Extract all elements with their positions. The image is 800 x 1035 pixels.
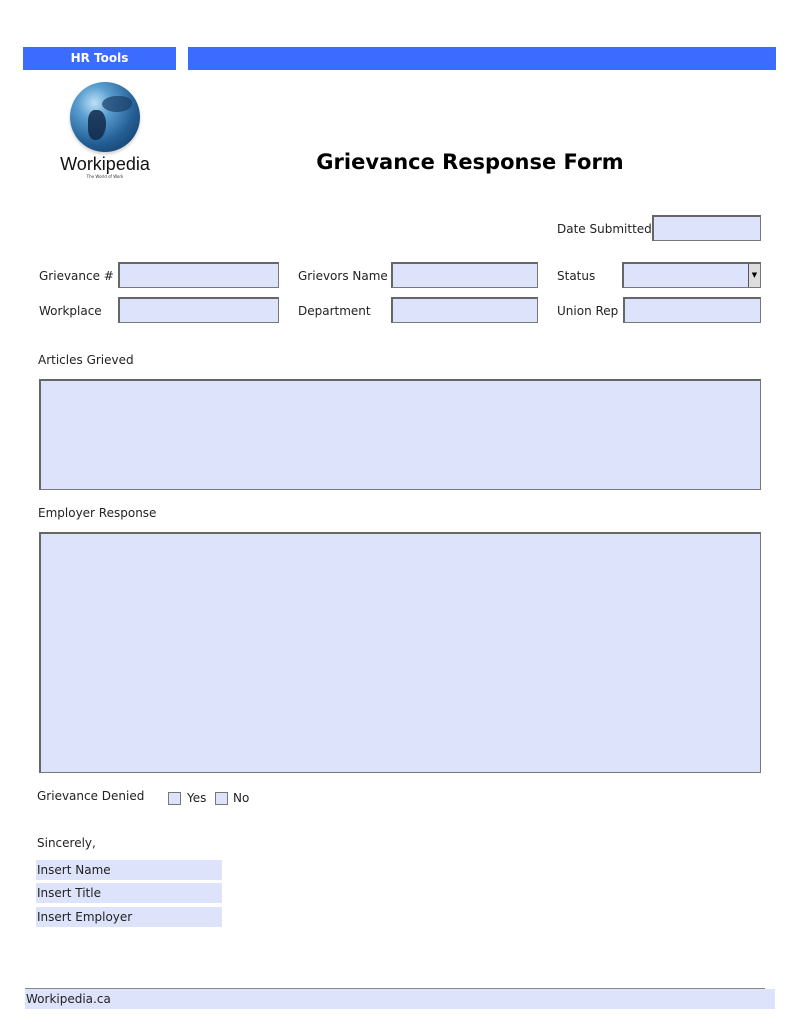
articles-grieved-label: Articles Grieved: [38, 353, 134, 367]
articles-grieved-textarea[interactable]: [39, 379, 761, 490]
workplace-label: Workplace: [39, 304, 102, 318]
employer-response-textarea[interactable]: [39, 532, 761, 773]
logo-name: Workipedia: [60, 154, 150, 174]
grievance-denied-label: Grievance Denied: [37, 789, 145, 803]
signature-title-field[interactable]: Insert Title: [36, 883, 222, 903]
department-label: Department: [298, 304, 371, 318]
grievance-number-label: Grievance #: [39, 269, 114, 283]
hr-tools-banner: HR Tools: [23, 47, 176, 70]
employer-response-label: Employer Response: [38, 506, 157, 520]
grievors-name-label: Grievors Name: [298, 269, 388, 283]
status-select[interactable]: [622, 262, 761, 288]
page-title: Grievance Response Form: [316, 150, 624, 174]
closing-text: Sincerely,: [37, 836, 96, 850]
globe-icon: [70, 82, 140, 152]
grievance-denied-no-checkbox[interactable]: [215, 792, 228, 805]
signature-name-field[interactable]: Insert Name: [36, 860, 222, 880]
union-rep-label: Union Rep: [557, 304, 619, 318]
union-rep-field[interactable]: [623, 297, 761, 323]
department-field[interactable]: [391, 297, 538, 323]
signature-employer-field[interactable]: Insert Employer: [36, 907, 222, 927]
workplace-field[interactable]: [118, 297, 279, 323]
header-bar: [188, 47, 776, 70]
footer-link[interactable]: Workipedia.ca: [25, 989, 775, 1009]
no-label: No: [233, 791, 250, 805]
grievance-denied-yes-checkbox[interactable]: [168, 792, 181, 805]
date-submitted-label: Date Submitted: [557, 222, 652, 236]
date-submitted-field[interactable]: [652, 215, 761, 241]
dropdown-arrow-icon[interactable]: ▼: [748, 264, 760, 287]
status-label: Status: [557, 269, 596, 283]
grievors-name-field[interactable]: [391, 262, 538, 288]
yes-label: Yes: [187, 791, 207, 805]
logo-tagline: The World of Work: [86, 174, 124, 179]
workipedia-logo: [55, 82, 155, 192]
grievance-number-field[interactable]: [118, 262, 279, 288]
